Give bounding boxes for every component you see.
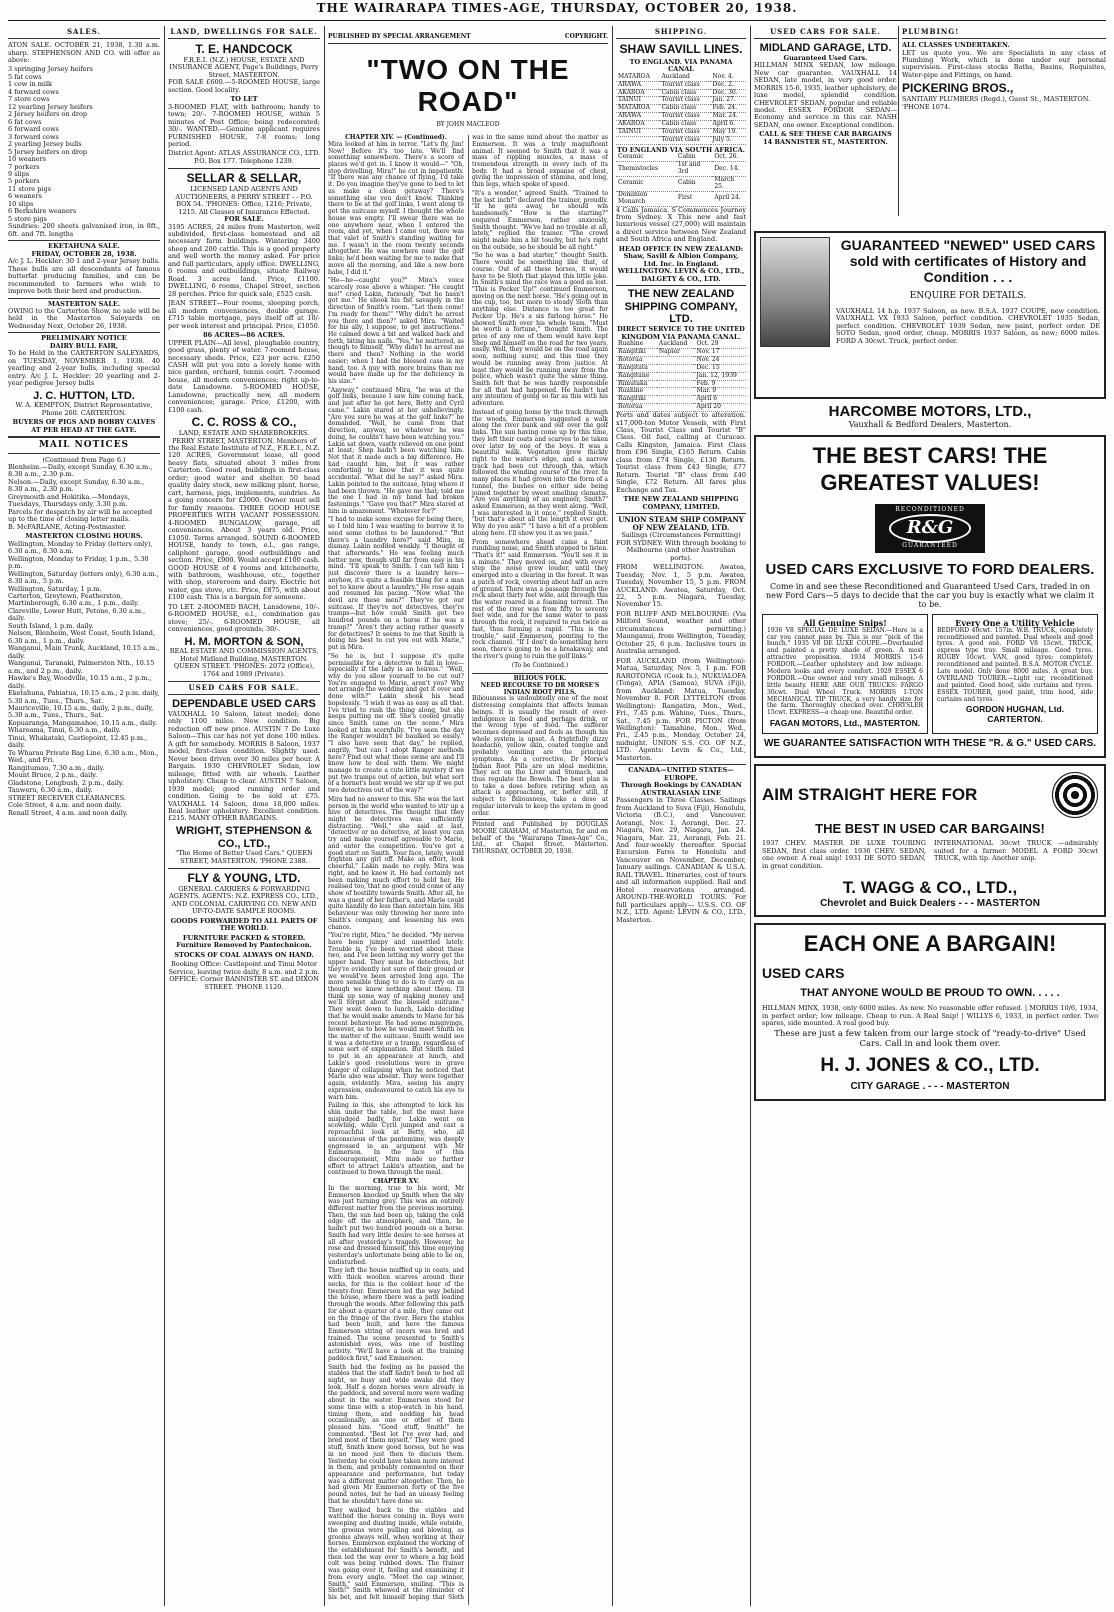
jones-name: H. J. JONES & CO., LTD. (820, 1055, 1040, 1077)
usc-sub: Sailings (Circumstances Permitting) (621, 531, 741, 540)
sa-schedule (616, 154, 746, 206)
schedule-cell: TAINUI (616, 97, 659, 105)
closing-line: Whareama, Tinui, 6.30 a.m., daily. (8, 726, 121, 735)
schedule-cell: Dec. 2. (711, 81, 746, 89)
harcombe-sub: Vauxhall & Bedford Dealers, Masterton. (848, 420, 1012, 430)
schedule-cell: Dec. 15 (694, 364, 746, 372)
serial-story (328, 26, 608, 1606)
shipping-header: SHIPPING. (616, 26, 746, 39)
handcock-forsale: FOR SALE £600.—5-ROOMED HOUSE, large section. Good locality. (168, 78, 320, 94)
schedule-cell (657, 364, 695, 372)
schedule-cell (616, 136, 659, 144)
schedule-cell: ARAWA (616, 113, 659, 121)
wagg-name: T. WAGG & CO., LTD., (842, 878, 1018, 898)
masterton-sale-text: OWING to the Carterton Show, no sale will be held in the Masterton Saleyards on Wednesday Next, October 26, 1938. (8, 306, 160, 330)
schedule-cell: Cabin class (659, 89, 710, 97)
schedule-cell: Dec. 14. (712, 162, 746, 177)
sa-header: TO ENGLAND VIA SOUTH AFRICA. (617, 145, 745, 154)
rg-badge (875, 504, 986, 552)
schedule-cell: MATAROA (616, 105, 659, 113)
sellar-name: SELLAR & SELLAR, (168, 168, 320, 186)
canada-title: CANADA—UNITED STATES—EUROPE. (616, 764, 746, 782)
schedule-cell: Rotorua (616, 356, 657, 364)
schedule-cell: Ceramic (616, 154, 676, 161)
closing-line: Te Wharau Private Bag Line, 6.30 a.m., Mon., Wed., and Fri. (8, 748, 159, 765)
column-sales (8, 26, 160, 1606)
closing-line: Rangitumau, 7.30 a.m., daily. (8, 763, 105, 772)
rg-ad (754, 435, 1106, 757)
schedule-cell: Ruahine (616, 341, 657, 348)
published-by: PUBLISHED BY SPECIAL ARRANGEMENT (328, 33, 471, 40)
story-para: "I had to make some excuse for being there, so I told him I was wanting to borrow it to send some clothes to be laundered." "But there's a laundry here?" said Mira, in dismay. Lakin nodded weakly. "I thought of that afterwards." He was feeling much better now, though still far from easy in his mind. "I'll speak to Smith. I can tell him I just discover there is a laundry here—anyhow, it's quite a feasible thing for a man not to know about a laundry." He rose again and resumed his pacing. "Now what the devil are these men?" They've got our suitcase. If they're not detectives, they're tramps—but how could Smith get two hundred pounds on a horse if he was a tramp?" "Aren't they acting rather queerly for detectives? It seems to me that Smith is doing his best to cut you out with Marie," put in Mira. (328, 516, 464, 652)
harcombe-name: HARCOMBE MOTORS, LTD., (828, 403, 1032, 420)
stock-line: 4 forward cows (8, 87, 59, 96)
jones-ad (754, 923, 1106, 1100)
usedcars-header: USED CARS FOR SALE. (168, 681, 320, 695)
story-para: "So he was a bad starter," thought Smith. There would be something like that, of course. Out of all these horses, it would have to be Sloth that played this little joke. In Smith's mind the race was a good as lost. "This is Pecker Up!" continued Emmerson, moving on the next horse. "He's going out in the cup, too, but more to steady Sloth than anything else. Distance is too great for Pecker Up. He's a six furlong horse." He showed Smith over his whole team. "Must be worth a fortune," thought Smith. The price of any one of them would have kept Shep and himself on the road for two years, easily. Well, they would be on the road again soon, nothing surer, and this time they would be running away from justice. At least they would be running away from the police, which wasn't quite the same thing. Smith felt that he was hardly responsible for all that had happened. He hadn't had any intention of going so far as this with his adventure. (472, 252, 608, 408)
schedule-cell: 1st and 3rd (676, 162, 712, 177)
stock-list (8, 66, 160, 223)
closing-header: MASTERTON CLOSING HOURS. (25, 532, 143, 541)
schedule-cell: Cabin class (659, 121, 710, 129)
story-para: Mira looked at him in terror. "Let's fly, Jim! Now! Before it's too late. We'll find something somewhere. There's a score of places we'd get in. I know it would—" "Oh, stop drivelling, Mira!" he cut in impatiently. "If there was any chance of flying, I'd take it. Do you imagine they've gone to bed to let us make a clean getaway? There's something else you don't know. Thinking there to be at the golf links, I went along to get the suitcase myself. I thought the whole house was empty. I'll swear there was no one anywhere near, when I entered the room, and yet, when I came out, there was that valet of Smith's standing waiting for me. I wasn't in the room twenty seconds altogether. He was nowhere near the golf links; he'd been waiting for me to make that move all the morning, and like a new born babe, I did it." (328, 140, 464, 276)
usc-sydney-list: FROM WELLINGTON: Awatea, Tuesday, Nov. 1, 5 p.m. Awatea, Tuesday, November 15, 5 p.m. FROM AUCKLAND: Awatea, Saturday, Oct. 22, 5 p.m. Niagara, Tuesday, November 15. (616, 563, 746, 609)
closing-line: Wanganui, Taranaki, Palmerston Nth., 10.15 a.m., and 2 p.m., daily. (8, 659, 155, 675)
best-cars: THE BEST CARS! THE GREATEST VALUES! (812, 443, 1048, 495)
schedule-row (616, 372, 746, 380)
handcock-name: T. E. HANDCOCK (195, 42, 293, 57)
rg-logo-wrap (762, 504, 1098, 552)
closing-line: Nelson, Blenheim, West Coast, South Island, 6.30 a.m., 1 p.m., daily. (8, 629, 156, 645)
column-divider (164, 26, 165, 1606)
schedule-cell: Cabin class (659, 105, 710, 113)
prelim-header: PRELIMINARY NOTICE (8, 332, 160, 342)
snips-text: 1936 V8 SPECIAL DE LUXE SEDAN.—Here is a car you cannot pass by. This is our "pick of the bunch." 1935 V8 DE LUXE COUPE.—Overhauled and painted a pretty shade of green. A most attractive proposition. 1934 MORRIS 15-6 FORDOR.—Leather upholstery and low mileage. Modern looks and every comfort. 1929 ESSEX 6 FORDOR.—One owner and very small mileage. A little beauty. HERE ARE OUR TRUCKS: FARGO 30cwt. Dual Wheel Truck. MORRIS 1-TON MECHANICAL TIP TRUCK, a very handy size for the farm. Thoroughly checked over. CHRYSLER 15cwt. EXPRESS—a cheap one. Beautiful order. (767, 626, 923, 717)
schedule-cell: March 25. (712, 176, 746, 191)
closing-list (8, 541, 160, 817)
story-body (328, 135, 608, 1605)
closing-line: Wellington, Monday to Friday, 1 p.m., 5.30 p.m. (8, 554, 149, 571)
eketahuna-date: FRIDAY, OCTOBER 28, 1938. (31, 249, 137, 258)
sa-note: 4 Calls Jamaica. S Commences Journey from Sydney. X This new and fast luxurious vessel (27,000) will maintain a direct service between New Zealand and South Africa and England. (616, 205, 746, 244)
masterton-sale-header: MASTERTON SALE. (8, 298, 160, 308)
stock-line: 2 yearling Jersey bulls (8, 140, 82, 149)
sellar-text: 3195 ACRES, 24 miles from Masterton, well subdivided, first-class homestead and all necessary farm buildings. Wintering 3400 sheep and 200 cattle. This is a good property and well worth the money asked. For price and full particulars, apply office. DWELLING, 6 rooms and outbuildings, situate Railway Road. 3 acres land. Price, £1100. DWELLING, 6 rooms, Chapel Street, section 28 perches. Price for quick sale, £525 cash. (168, 222, 320, 298)
nz-note: Ports and dates subject to alteration. x17,000-ton Motor Vessels, with First Class, Tourist Class and Tourist "B" Class. Oil fuel, calling at Curacao. Calls Kingston, Jamaica. First Class from £96 Single, £165 Return. Cabin class from £74 Single, £130 Return. Tourist class from £43 Single, £77 Return. Tourist "B" class from £40 Single, £72 Return. All fares plus Exchange and Tax. (616, 411, 746, 494)
schedule-cell: ARAWA (616, 81, 659, 89)
schedule-cell: Cabin (676, 154, 712, 161)
closing-line: Kopuaranga, Mangamahoe, 10.15 a.m., daily. (8, 718, 158, 727)
plumbing-text: LET us quote you. We are Specialists in any class of Plumbing Work, which is done under our personal supervision. First-class stocks Baths, Basins, Requisites, Water-pipe and Fittings, on hand. (902, 48, 1106, 79)
closing-line: Carterton, Greytown, Featherston, Martinborough, 6.30 a.m., 1 p.m., daily. (8, 591, 139, 608)
stock-line: 3 forward cows (8, 132, 59, 141)
hutton-text: W. A. KEMPTON, District Representative, Phone 260. CARTERTON. (15, 401, 153, 417)
schedule-cell: Nov. 4. (711, 74, 746, 81)
bargain-list: HILLMAN MINX, 1938, only 6000 miles. As new. No reasonable offer refused. | MORRIS 10/6, 1934, in perfect order; low mileage. Cheap to run. A Real Snip! | WILLYS 6, 1933, in perfect order. Two spares, side mounted. A real good buy. (762, 1004, 1098, 1028)
schedule-cell: July 5. (711, 136, 746, 144)
guaranteed-ad (754, 231, 1106, 399)
nz-sub: DIRECT SERVICE TO THE UNITED KINGDOM VIA PANAMA CANAL. (617, 325, 745, 341)
hutton-name: J. C. HUTTON, LTD. (33, 389, 135, 402)
bargain-proud: THAT ANYONE WOULD BE PROUD TO OWN. . . . . (800, 986, 1060, 999)
bilious-text: Biliousness is undoubtedly one of the most distressing complaints that affects human beings. It is usually the result of over-indulgence in food and perhaps drink, or the wrong type of food. The sufferer becomes depressed and feels as though his whole system is upset. A frightfully dizzy headache, yellow skin, coated tongue and probably vomiting are the principal symptoms. As a corrective, Dr Morse's Indian Root Pills are an ideal medicine. They act on the Liver and Stomach, and thus regulate the Bowels. The best plan is to take a dose before retiring when an attack is approaching, or, better still, if subject to Biliousness, take a dose at regular intervals to keep the system in good order. (472, 695, 608, 817)
schedule-cell: Mar. 24. (711, 113, 746, 121)
satisfaction: WE GUARANTEE SATISFACTION WITH THESE "R. & G." USED CARS. (763, 738, 1097, 750)
closing-line: Clareville, Lower Hutt, Petone, 6.30 a.m., daily. (8, 606, 146, 623)
closing-line: Eketahuna, Pahiatua, 10.15 a.m., 2 p.m. daily, 5.30 a.m., Tues., Thurs., Sat. (8, 689, 160, 705)
rg-logo: R&G (889, 514, 972, 543)
midland-title: MIDLAND GARAGE, LTD. (759, 42, 892, 55)
imprint: Printed and Published by DOUGLAS MOORE GRAHAM, of Masterton, for and on behalf of the "Wairarapa Times-Age" Co., Ltd., at Chapel Street, Masterton. THURSDAY, OCTOBER 20, 1938. (472, 821, 608, 856)
bilious-sub: NEED RECOURSE TO DR MORSE'S INDIAN ROOT PILLS. (480, 681, 600, 696)
bargain-used: USED CARS (762, 964, 845, 981)
nz-company: THE NEW ZEALAND SHIPPING COMPANY, LIMITED. (623, 495, 739, 511)
schedule-cell: Mar. 9 (694, 388, 746, 396)
schedule-row (616, 136, 746, 144)
ad-block (754, 228, 1106, 1606)
stock-line: 5 porkers (8, 177, 40, 186)
schedule-cell: Tourist class (659, 129, 710, 137)
best-in: THE BEST IN USED CAR BARGAINS! (815, 820, 1045, 836)
sales-header: SALES. (8, 26, 160, 39)
stock-line: 12 yearling Jersey heifers (8, 102, 93, 111)
schedule-cell: Dominion Monarch (616, 191, 676, 206)
stock-line: 5 Jersey heifers on drop (8, 147, 88, 156)
ross-tolet: TO LET. 2-ROOMED BACH, Lansdowne, 10/-. 6-ROOMED HOUSE, e.l., combination gas stove; 25/-. 6-ROOMED HOUSE, all conveniences, good grounds; 30/-. (168, 602, 320, 634)
usc-bluff: FOR BLUFF AND MELBOURNE: (Via Milford Sound, weather and other circumstances permitting.) Maunganui, from Wellington, Tuesday, October 25, 6 p.m. Inclusive tours in Australia arranged. (616, 609, 746, 656)
midland-call: CALL & SEE THESE CAR BARGAINS 14 BANNISTER ST., MASTERTON. (759, 130, 892, 146)
bargain-title: EACH ONE A BARGAIN! (803, 931, 1057, 957)
fagan-box (762, 614, 928, 735)
story-para: In the morning, true to his word, Mr Emmerson knocked up Smith when the sky was just turning grey. This was an entirely different matter from the previous morning. Then, the sun had been up, taking the cold edge off the atmosphere, and then, he hadn't put two hundred pounds on a horse. Smith had very little desire to see horses at all after yesterday's tragedy. However, he rose and dressed himself, this time enjoying yesterday's unfortunate being able to lie on, undisturbed. (328, 1184, 464, 1266)
hutton-buyers: BUYERS OF PIGS AND BOBBY CALVES AT PER HEAD AT THE GATE. (12, 418, 156, 434)
hughan-name: GORDON HUGHAN, Ltd. CARTERTON. (965, 704, 1065, 725)
shaw-sub: TO ENGLAND. VIA PANAMA CANAL (629, 57, 733, 74)
handcock-sub: F.R.E.I. (N.Z.) HOUSE, ESTATE AND INSURANCE AGENT, Page's Buildings, Perry Street, MASTERTON. (169, 55, 319, 79)
schedule-cell: Themistocles (616, 162, 676, 177)
closing-line: Mauriceville, 10.15 a.m., daily, 2 p.m., daily, 5.30 a.m., Tues., Thurs., Sat. (8, 704, 154, 720)
story-para: They left the house muffled up in coats, and with thick woollen scarves around their necks, for this is the coldest hour of the twenty-four. Emmerson led the way behind the house, where there was a path leading through the woods. After following this path for about a quarter of a mile, they came out on the fringe of the river. Here the stables had been built, and here the famous Emmerson string of racers was bred and trained. The scene presented to Smith's astonished eyes, was one of bustling activity. "We'll have a look at the training paddock first," said Emmerson. (328, 1267, 464, 1362)
stock-line: 7 porkers (8, 162, 40, 171)
morton-name: H. M. MORTON & SON, (184, 635, 304, 648)
chapter-b: CHAPTER XV. (372, 1178, 420, 1186)
stock-line: 1 cow in milk (8, 80, 52, 89)
story-continued: (To be Continued.) (511, 661, 569, 669)
schedule-cell: Rimutaka (616, 380, 657, 388)
closing-line: Mount Bruce, 2 p.m., daily. (8, 771, 98, 780)
stock-line: 5 store pigs (8, 214, 47, 223)
shaw-title: SHAW SAVILL LINES. (619, 42, 743, 57)
land-header: LAND, DWELLINGS FOR SALE. (168, 26, 320, 39)
handcock-tolet: TO LET (230, 95, 258, 104)
wagg-lists (762, 840, 1098, 872)
copyright: COPYRIGHT. (564, 33, 608, 40)
utility-text: BEDFORD 40cwt. 157in. W.B. TRUCK, completely reconditioned and painted. Dual wheels and good tyres. A good one. FORD V8 15cwt. TRUCK, express type tray. Small mileage. Good tyres. RUGBY 10cwt. VAN, good tyres; completely reconditioned and painted. B.S.A. MOTOR CYCLE. Late model. Only done 8000 miles. A great buy. OVERLAND TOURER.—Light car, reconditioned and painted. Good hood, side curtains and tyres. ESSEX TOURER, good paint, trim hood, side curtains and tyres. (937, 626, 1093, 703)
schedule-cell (657, 372, 695, 380)
canada-sub: Through Bookings by CANADIAN AUSTRALASIAN LINE (620, 781, 742, 797)
schedule-cell: Tourist class (659, 97, 710, 105)
schedule-cell: Rangitane (616, 372, 657, 380)
schedule-row (616, 364, 746, 372)
mail-header: MAIL NOTICES (8, 436, 160, 453)
enquire: ENQUIRE FOR DETAILS. (909, 291, 1027, 302)
handcock-tolet-text: 3-ROOMED FLAT, with bathroom; handy to town; 20/-. 7-ROOMED HOUSE, within 5 minutes of Post Office; being redecorated; 30/-. WANTED.—Genuine applicant requires FURNISHED HOUSE, 7-8 rooms; long period. (168, 102, 320, 148)
column-land (168, 26, 320, 1606)
sa-office: HEAD OFFICE IN NEW ZEALAND: Shaw, Savill & Albion Company, Ltd. Inc. in England. WELLINGTON. LEVIN & CO., LTD., DALGETY & CO., LTD. (617, 244, 745, 283)
fly-goods: GOODS FORWARDED TO ALL PARTS OF THE WORLD. (170, 916, 318, 933)
fly-furniture: FURNITURE PACKED & STORED. Furniture Removed by Pantechnicon. (176, 933, 312, 950)
canada-text: Passengers in Three Classes. Sailings from Auckland to Suva (Fiji), Honolulu, Victoria (B.C.), and Vancouver. Aorangi, Nov. 1, Aorangi, Dec. 27. Niagara, Nov. 29, Niagara, Jan. 24. Niagara, Mar. 21, Aorangi, Feb. 21. And four-weekly thereafter. Special Excursion Fares to Honolulu and Vancouver on November, December, January sailings. CANADIAN & U.S.A. RAIL TRAVEL. Itineraries, cost of tours and all information supplied. Rail and Hotel reservations arranged. AROUND-THE-WORLD TOURS. For full particulars apply— U.S.S. CO. OF N.Z., LTD. Agent: LEVIN & CO., LTD., Masterton. (616, 796, 746, 924)
schedule-cell: April 6 (694, 396, 746, 404)
column-divider (898, 26, 899, 216)
schedule-cell: Tourist class (659, 113, 710, 121)
schedule-cell: Auckland (657, 341, 695, 348)
schedule-cell: April 20 (694, 404, 746, 412)
schedule-cell: Auckland (659, 74, 710, 81)
column-divider (612, 26, 613, 1606)
sellar-sub: LICENSED LAND AGENTS AND AUCTIONEERS, 8 PERRY STREET - - P.O. BOX 54. 'PHONES: Office, 1216; Private, 1215. All Classes of Insurance Effected. (175, 185, 313, 216)
acres-header: 86 ACRES—86 ACRES. (203, 331, 285, 340)
schedule-cell: AKAROA (616, 89, 659, 97)
prelim-text: To be Held in the CARTERTON SALEYARDS, on TUESDAY, NOVEMBER 1, 1938. 40 yearling and 2-year bulls, including special entry. A/c J. L. Heckler: 20 yearling and 2-year pedigree Jersey bulls (8, 349, 160, 388)
closing-line: Wellington, Monday to Friday (letters only), 6.30 a.m., 8.30 a.m. (8, 539, 153, 556)
schedule-cell: Feb. 9 (694, 380, 746, 388)
schedule-cell: Rangitata (616, 364, 657, 372)
masthead: THE WAIRARAPA TIMES-AGE, THURSDAY, OCTOBER 20, 1938. (316, 1, 798, 15)
schedule-cell: TAINUI (616, 129, 659, 137)
fly-sub: GENERAL CARRIERS & FORWARDING AGENTS. AGENTS: N.Z. EXPRESS CO., LTD., AND COLONIAL CARRYING CO. NEW AND UP-TO-DATE SAMPLE ROOMS. (169, 884, 319, 916)
schedule-cell: AKAROA (616, 121, 659, 129)
mail-line: B. McFARLANE, Acting-Postmaster. (8, 522, 127, 531)
closing-line: South Island, 1 p.m. daily. (8, 621, 94, 630)
schedule-cell: Nov. 24 (694, 356, 746, 364)
fagan-name: FAGAN MOTORS, Ltd., MASTERTON. (769, 718, 921, 729)
guaranteed-list: VAUXHALL 14 h.p. 1937 Saloon, as new. B.S.A. 1937 COUPE, new condition. VAUXHALL VX 1933 Saloon, perfect condition. CHEVROLET 1935 Sedan, perfect condition. CHEVROLET 1939 Sedan, new paint, perfect order. DE SOTO Sedan, good order, cheap. MORRIS 1937 Saloon, as new; 6000 miles. FORD A 30cwt. Truck, perfect order. (836, 306, 1100, 345)
morton-sub: REAL ESTATE AND COMMISSION AGENTS, Hotel Midland Building, MASTERTON. QUEEN STREET. 'PHONES: 2072 (Office), 1764 and 1989 (Private). (169, 647, 319, 678)
story-para: "It's a wonder," agreed Smith. "Trained to the last inch!" declared the trainer, proudly. "If he gets away, he should win handsomely." "How is the starting?" enquired Emmerson, rather anxiously, Smith thought. "We've had no trouble at all, lately," replied the trainer. "The crowd might make him a bit touchy, but he's right on the outside, so he should be all right." (472, 189, 608, 251)
schedule-cell (657, 388, 695, 396)
mail-list (8, 464, 160, 531)
stock-line: 6 forward cows (8, 125, 59, 134)
mail-sub: (Continued from Page 6.) (42, 455, 126, 464)
sellar-more: JEAN STREET—Four rooms, sleeping porch, all modern conveniences, double garage. £715 table mortgage, pays itself off at 10/- per week interest and principal. Price, £1050. (168, 299, 320, 330)
schedule-cell: Ceramic (616, 176, 676, 191)
schedule-cell: Jan. 27. (711, 97, 746, 105)
eketahuna-header: EKETAHUNA SALE. (8, 240, 160, 250)
shaw-schedule (616, 74, 746, 145)
wagg-ad (754, 764, 1106, 918)
stock-line: 5 fat cows (8, 72, 42, 81)
snips-header: All Genuine Snips! (803, 617, 887, 628)
guaranteed-title: GUARANTEED "NEWED" USED CARS sold with certificates of History and Condition . . . (840, 237, 1096, 286)
column-divider (750, 26, 751, 1606)
story-byline: BY JOHN MACLEOD (436, 121, 500, 129)
closing-line: Wellington, Saturday, 1 p.m. (8, 584, 102, 593)
schedule-cell: April 6. (711, 121, 746, 129)
schedule-cell: Rangitiki (616, 396, 657, 404)
schedule-cell: Cabin (676, 176, 712, 191)
column-divider (324, 26, 325, 1606)
schedule-cell (657, 396, 695, 404)
schedule-row (616, 176, 746, 191)
story-para: "So he is, but I suppose it's quite permissible for a detective to fall in love—especially if the lady is an heiress." "Well, why do you allow yourself to be cut out? You're engaged to Marie, aren't you? Why not arrange the wedding and get it over and done with?" Lakin shook his head hopelessly. "I wish it was as easy as all that. I've tried to rush the thing along, but she keeps putting me off. She's cooled greatly since Smith came on the scene." Mira looked at him scornfully. "I've seen the day the Ranger wouldn't be baulked so easily." "I also have seen that day," he replied, angrily, "but can I adopt Ranger methods here? Find out what these swine are and I'll know how to deal with them. We might manage to create a cute little mystery if we put two tramps out of action, but what sort of a hornet's nest would we stir up if we put two detectives out of the way?" (328, 652, 464, 795)
hughan-box (932, 614, 1098, 735)
schedule-cell: Nov. 17 (694, 348, 746, 356)
rg-top: RECONDITIONED (895, 506, 965, 514)
wright-sub: "The Home of Better Used Cars." QUEEN STREET, MASTERTON. 'PHONE 2388. (175, 849, 313, 865)
schedule-cell: Napier (657, 348, 695, 356)
schedule-row (616, 162, 746, 177)
dependable-title: DEPENDABLE USED CARS (172, 698, 316, 711)
stock-line: 7 store cows (8, 95, 50, 104)
story-para: Smith had the feeling as he passed the stables that the staff hadn't been to bed all night, so busy and wide awake did they look. Half a dozen horses were already in the paddock, and several more were wading about in the water. Emmerson stood for some time with a stop-watch in his hand, timing them, and nodding his head occasionally, as one or other of them pleased him. "Good stuff, Smith!" he commented. "Best lot I've ever had, and bred most of them myself." They were good stuff, Smith knew good horses, but he was in no mood just then to discuss them. Yesterday he could have taken more interest in them, and probably commented on their appearance and performance, but today was a different matter altogether. Then, he had given Mr Emmerson forty of the five pound notes, but he had an uneasy feeling that he shouldn't have done so. (328, 1363, 464, 1505)
story-para: From somewhere ahead came a faint rumbling noise, and Smith stopped to listen. "That's it!" said Emmerson. "You'll see it in a minute." They moved on, and with every step the noise grew louder, until they emerged into a clearing in the forest. It was a patch of rock, covering about half an acre of ground. There was a passage through the rock about thirty feet wide, and through this the water roared in a foaming torrent. The rest of the river was from fifty to seventy feet wide, and for the same water to pass through the rock, it required to run twice as fast, thus forming a rapid. "This is the trouble," said Emmerson, pointing to the rock channel. "If I don't do something here soon, there's going to be a breakaway, and the river's going to ruin the golf links." (472, 538, 608, 660)
schedule-cell: Ruahine (616, 388, 657, 396)
schedule-row (616, 81, 746, 89)
prelim-title: DAIRY BULL FAIR, (49, 341, 119, 350)
utility-header: Every One a Utility Vehicle (955, 617, 1075, 628)
schedule-cell (657, 380, 695, 388)
mail-line: Nelson.—Daily, except Sunday, 6.30 a.m., 8.30 a.m., 2.30 p.m. (8, 477, 145, 494)
pickering-sub: SANITARY PLUMBERS (Regd.), Guest St., MASTERTON. 'PHONE 1074. (902, 95, 1091, 111)
closing-line: STREET RECEIVER CLEARANCES. (8, 793, 126, 802)
stock-line: 2 Jersey heifers on drop (8, 110, 88, 119)
schedule-cell: Rotorua (616, 404, 657, 412)
rg-dealers (762, 614, 1098, 735)
masthead-rule (8, 20, 1106, 21)
closing-line: Renall Street, 4 a.m. and noon daily. (8, 808, 128, 817)
sundries: Sundries: 200 sheets galvanised iron, in 8ft., 6ft. and 7ft. lengths (8, 222, 160, 238)
wagg-list-right: INTERNATIONAL 30cwt TRUCK —admirably suited for a farmer. MODEL A FORD 30cwt TRUCK, with tip. Another snip. (934, 839, 1098, 863)
closing-line: Hawke's Bay, Woodville, 10.15 a.m., 2 p.m., daily. (8, 674, 152, 690)
bilious-header: BILIOUS FOLK. (472, 673, 608, 683)
story-para: Instead of going home by the track through the woods, Emmerson suggested a walk along the river bank and out over the golf links. The sun having come up by this time, they left their coats and scarves to be taken over later by one of the boys. It was a beautiful walk. Vegetation grew thickly right to the water's edge, and a narrow track had been cut through this, which followed the winding course of the river. In many places it had grown into the form of a tunnel, the bushes on either side being joined together by sweet smelling clematis. "Are you anything of an engineer, Smith?" asked Emmerson, as they went along. "Well, I was interested in it once," replied Smith, "but that's about all the length it ever got. Why do you ask?" "I have a bit of a problem along here. I'll show you it as we pass." (472, 408, 608, 537)
bargain-more: These are just a few taken from our large stock of "ready-to-drive" Used Cars. Call in and look them over. (774, 1028, 1086, 1049)
schedule-cell (657, 356, 695, 364)
closing-line: Tauweru, 6.30 a.m., daily. (8, 786, 93, 795)
ross-name: C. C. ROSS & CO., (191, 415, 297, 430)
usc-title: UNION STEAM SHIP COMPANY OF NEW ZEALAND, LTD. (616, 513, 746, 532)
usc-other: FOR AUCKLAND (from Wellington): Matua, Saturday, Nov. 5, 1 p.m. FOR RAROTONGA (Cook Is.), NUKUALOFA (Tonga), APIA (Samoa), SUVA (Fiji), from Auckland: Matua, Tuesday, November 8. FOR LYTTELTON (from Wellington): Rangatira, Mon., Wed., Fri., 7.45 p.m. Wahine, Tues., Thurs., Sat., 7.45 p.m. FOR PICTON (from Wellington): Tamahine, Mon., Wed., Fri., 2.45 p.m., Monday, October 24, midnight. UNION S.S. CO. OF N.Z., LTD. Agents: Levin & Co., Ltd., Masterton. (616, 656, 746, 762)
schedule-cell: Rangitiki (616, 348, 657, 356)
stock-line: 10 slips (8, 199, 34, 208)
mail-line: Blenheim.—Daily, except Sunday, 6.30 a.m., 8.30 a.m., 2.30 p.m. (8, 463, 153, 479)
story-para: Failing in this, she attempted to kick his shin under the table, but the must have misjudged badly, for Lakin went on scowling, while Cyril jumped and cast a reproachful look at Betty, who, all unconscious of the pantomime, was deeply engrossed in an argument with Mr Emmerson. In the face of this discouragement, Mira made no further effort to attract Lakin's attention, and he continued to frown through the meal. (328, 1102, 464, 1177)
aim-title: AIM STRAIGHT HERE FOR (762, 784, 978, 804)
usedcars-header-right: USED CARS FOR SALE. (754, 26, 897, 39)
stock-line: 6 weaners (8, 192, 42, 201)
wagg-list-left: 1937 CHEV. MASTER DE LUXE TOURING SEDAN, first class order. 1936 CHEV. SEDAN, one owner. A real snip! 1931 DE SOTO SEDAN, in great condition. (762, 839, 926, 870)
rg-bottom: GUARANTEED (902, 541, 958, 549)
story-para: "Anyway," continued Mira, "he was at the golf links, because I saw him coming back, and just after he got here, Betty and Cyril came." Lakin stared at her unbelievingly. "Are you sure he was at the golf links?" he demanded. "Well, he came from that direction, anyway, so whatever he was doing, he couldn't have been watching you." Lakin sat down, vastly relieved on one point at least; Shep hadn't been watching him. Not that it made such a big difference. He had caught him, but it was rather comforting to know that it was quite accidental. "What did he say?" asked Mira. Lakin pointed to the suitcase, lying where it had been thrown. "He gave me that; told me the one I had in my hand had broken fastenings." "Gave you that?" Mira stared at him in amazement. "Whatever for?" (328, 386, 464, 515)
schedule-cell: First (676, 191, 712, 206)
exclusive-title: USED CARS EXCLUSIVE TO FORD DEALERS. (765, 560, 1095, 578)
eketahuna-text: A/c J. L. Heckler: 30 1 and 2-year Jersey bulls. These bulls are all descendants of famous butterfat producing families, and can be recommended to farmers who wish to improve both their herd and production. (8, 257, 160, 296)
stock-line: 6 fat cows (8, 117, 42, 126)
exclusive-text: Come in and see these Reconditioned and Guaranteed Used Cars, traded in on new Ford Cars—5 days to decide that the car you buy is exactly what we claim it to be. (765, 581, 1095, 610)
story-header (328, 26, 608, 44)
story-para: "You're right, Mira," he decided. "My nerves have been jumpy and unsettled lately. Trouble is, I've been worried about these two, and I've been letting my worry get the upper hand. They must be detectives, but they're evidently not sure of their ground or we would've been arrested long ago. The more sensible thing to do is to carry on as though we knew nothing about them. I'll think up some way of making money and we'll forget about the blessed suitcase." They went down to lunch, Lakin deciding that he would make amends to Marie for his recent behaviour. He had some misgivings, however, as to how he would meet Smith on the matter of the suitcase. Smith would see it was a detective or a tramp, regardless of some sort of explanation. But Smith failed to put in an appearance at lunch, and Lakin's good resolutions were in grave danger of collapsing when he noticed that Marie also was absent. They were together again, evidently. Mira, seeing his angry expression, endeavoured to catch his eye to warn him. (328, 932, 464, 1101)
schedule-cell: MATAROA (616, 74, 659, 81)
fly-office: Booking Office: Castlepoint and Tinui Motor Service, leaving twice daily, 8 a.m. and 2 p.m. OFFICE: Corner BANNISTER ST. and DIXON STREET. 'PHONE 1120. (168, 960, 320, 991)
stock-line: 10 weaners (8, 155, 47, 164)
ross-text: 120 ACRES, Government lease, all good heavy flats, situated about 3 miles from Carterton. Good road, buildings in first-class order; good water and shelter. 50 head quality dairy stock, new milking plant, horse, cart, harness, pigs, implements, sundries. As a going concern for £2000. Owner must sell for family reasons. THREE GOOD HOUSE PROPERTIES WITH VACANT POSSESSION. 4-ROOMED BUNGALOW, garage, all conveniences. About 3 years old. Price, £1050. Terms arranged. SOUND 6-ROOMED HOUSE, handy to town, e.l., gas range, caliphont garage, good outbuildings and section. Price, £900. Would accept £100 cash. GOOD HOUSE of 4 rooms and kitchenette, with bathroom, washhouse, etc., together with shop, storeroom and dairy. Electric hot water, gas stove, etc. Price, £875, with about £100 cash. This is a bargain for someone. (168, 451, 320, 602)
plumbing-header: PLUMBING! (902, 26, 1106, 39)
closing-line: Wellington, Saturday (letters only), 6.30 a.m., 8.30 a.m., 5 p.m. (8, 569, 159, 586)
statue-image (760, 237, 830, 347)
plumbing-sub: ALL CLASSES UNDERTAKEN. (902, 41, 1010, 50)
aim-row (762, 772, 1098, 818)
closing-line: Cole Street, 4 a.m. and noon daily. (8, 801, 122, 810)
wagg-sub: Chevrolet and Buick Dealers - - - MASTERTON (820, 897, 1040, 909)
sellar-forsale: FOR SALE. (224, 215, 264, 224)
schedule-cell: Jan. 12, 1939 (694, 372, 746, 380)
column-shipping (616, 26, 746, 1606)
closing-line: Gladstone, Longbush, 2 p.m., daily. (8, 778, 124, 787)
closing-line: Tinui, Whakataki, Castlepoint, 12.45 p.m., daily. (8, 733, 148, 750)
chapter-a: CHAPTER XIV. — (Continued). (345, 134, 447, 142)
atlas-agent: District Agent: ATLAS ASSURANCE CO., LTD. P.O. Box 177. Telephone 1239. (168, 149, 320, 165)
fly-name: FLY & YOUNG, LTD. (168, 868, 320, 886)
story-para: They walked back to the stables and watched the horses coming in. Boys were sweeping and dusting inside, while outside, the grooms were pulling and blowing, as grooms always will, when working at their horses. Emmerson explained the working of the establishment for Smith's benefit, and then led the way over to where a big bold colt was being rubbed down. The trainer was going over it, feeling and examining it from every angle. "Meet the cap winner, Smith," said Emmerson, smiling. "This is Sloth!" Smith whewed at the reminder of his bet, and felt himself hoping that Sloth was in the same mind about the matter as Emmerson. It was a truly magnificent animal. It seemed to Smith that it was a mass of rippling muscles, a mass of tremendous strength in every inch of its body. It had a broad expanse of chest, giving the impression of stamina, and long, thin legs, which spoke of speed. (328, 134, 608, 1601)
schedule-cell: Dec. 30. (711, 89, 746, 97)
story-para: "He—he—caught you?" Mira's voice scarcely rose above a whisper. "He caught me!" cried Lakin, furiously, "but he hasn't got me." He shook his fist savagely in the direction of Smith's room. "Let them come! I'm ready for them!" "Why didn't he arrest you there and then?" asked Mira. "Waited for his ally, I suppose, to get instructions." He calmed down a bit and walked back and forth, biting his nails. "Yes," he muttered, as though to himself, "Why didn't he arrest me there and then? Nothing in the world easier; when I had the blessed case in my hand, too. A guy with more brains than me would have made up for the deficiency in his size." (328, 277, 464, 386)
story-title: "TWO ON THE ROAD" (366, 53, 570, 118)
usc-sydney: FOR SYDNEY: With through booking to Melbourne (and other Australian ports). (616, 538, 746, 562)
schedule-cell: Oct. 26. (712, 154, 746, 161)
story-para: Mira had no answer to this. She was the last person in the world who wanted to stir up a hive of detectives. The thought that they might be detectives was sufficiently distracting. "Well," she said at last, "detective or no detective, at least you can try and make yourself agreeable to Marie, and enter the competition. You've got a good start on Smith. Your face, lately, would frighten any girl off. Make an effort, look cheerful." Lakin made no reply. Mira was right, and he knew it. He had certainly not been making much effort to hold her. He realised too, that no good could come of any show of hostility towards Smith. After all, he was a guest of her father's, and Marie could quite handily do less than entertain him. His behaviour was only throwing her more into Smith's company, and lessening his own chance. (328, 795, 464, 931)
nz-schedule (616, 341, 746, 412)
ross-sub: LAND, ESTATE AND SHAREBROKERS. PERRY STREET, MASTERTON. Members of the Real Estate Institute of N.Z., F.R.E.I., N.Z. (168, 429, 320, 452)
schedule-cell: Feb. 24. (711, 105, 746, 113)
target-icon (1052, 772, 1098, 818)
stock-line: 11 store pigs (8, 184, 51, 193)
fly-coal: STOCKS OF COAL ALWAYS ON HAND. (174, 950, 314, 959)
nz-title: THE NEW ZEALAND SHIPPING COMPANY, LTD. (616, 285, 746, 326)
stock-line: 3 springing Jersey heifers (8, 65, 94, 74)
schedule-cell: Tourist class (659, 136, 710, 144)
mail-line: Greymouth and Hokitika.—Mondays, Tuesdays, Thursdays only, 3.30 p.m. (8, 492, 130, 509)
dependable-text: VAUXHALL 10 Saloon, latest model; done only 1100 miles. New condition. Big reduction off new price. AUSTIN 7 De Luxe Saloon—This car has not yet done 100 miles. A gift for somebody. MORRIS 8 Saloon, 1937 model, first-class condition. Slightly used. Never been driven over 30 miles per hour. A Bargain. 1930 CHEVROLET Sedan, low mileage, fitted with air wheels. Leather upholstery. Cheap to clear. AUSTIN 7 Saloon, 1939 model; good running order and condition. Going to be sold at £75. VAUXHALL 14 Saloon, done 18,000 miles. Real leather upholstery. Excellent condition. £215. MANY OTHER BARGAINS. (168, 709, 320, 823)
schedule-cell: Tourist class (659, 81, 710, 89)
wright-name: WRIGHT, STEPHENSON & CO., LTD., (175, 824, 313, 850)
midland-text: HILLMAN MINX SEDAN, low mileage. New car guarantee. VAUXHALL 14 SEDAN, late model, in very good order. MORRIS 15-6, 1935, leather upholstery, de luxe model, splendid condition. CHEVROLET SEDAN, popular and reliable model. ESSEX FORDOR SEDAN—Economy and service in this car. NASH SEDAN, one owner. Exceptional condition. (754, 61, 897, 129)
schedule-row (616, 191, 746, 206)
mail-line: Parcels for despatch by air will be accepted up to the time of closing letter mails. (8, 507, 153, 524)
stock-line: 9 slips (8, 170, 30, 179)
column-plumbing (902, 26, 1106, 206)
stock-line: 6 Berkshire weaners (8, 207, 77, 216)
closing-line: Wanganui, Main Trunk, Auckland, 10.15 a.m., daily. (8, 644, 160, 660)
sale-lead: ATON SALE. OCTOBER 21, 1938, 1.30 a.m. sharp. STEPHENSON AND CO. will offer as above: (8, 41, 160, 64)
schedule-cell: April 24. (712, 191, 746, 206)
pickering-name: PICKERING BROS., (902, 81, 1014, 96)
schedule-cell: May 19. (711, 129, 746, 137)
jones-sub: CITY GARAGE . - - - MASTERTON (850, 1081, 1010, 1093)
acres-text: UPPER PLAIN—All level, ploughable country, good grass, plenty of water. 7-roomed house, necessary sheds. Price, £23 per acre. £250 CASH will put you into a lovely home with nice garden, orchard, tennis court. 7-roomed house, all modern conveniences; right up-to-date Lansdowne. 5-ROOMED HOUSE, Lansdowne, practically new, all modern conveniences; garage. Price, £1200, with £100 cash. (168, 338, 320, 414)
midland-sub: Guaranteed Used Cars. (783, 53, 868, 62)
schedule-cell: Oct. 29 (694, 341, 746, 348)
